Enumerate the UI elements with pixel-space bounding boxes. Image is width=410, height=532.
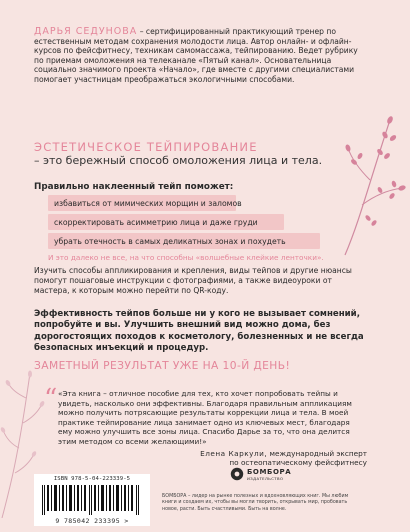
result-tagline: ЗАМЕТНЫЙ РЕЗУЛЬТАТ УЖЕ НА 10-Й ДЕНЬ! [34, 359, 291, 372]
testimonial-quote [44, 384, 356, 446]
quote-text: «Эта книга – отличное пособие для тех, кто хочет попробовать тейпы и увидеть, насколько они эффективны. Благодаря правильным аппликациям можно получить потрясающие результаты коррекции лица и тела. В моей практике тейпирование лица занимает одно из ключевых мест, благодаря ему можно улучшить все зоны лица. Спасибо Дарье за то, что она делится этим методом со всеми желающими!» [58, 389, 352, 446]
benefits-more-note: И это далеко не все, на что способны «волшебные клейкие ленточки». [48, 253, 324, 262]
benefit-item [48, 195, 242, 211]
branch-illustration-top-right [330, 110, 410, 260]
benefit-text: скорректировать асимметрию лица и даже груди [54, 217, 258, 227]
benefit-item [48, 214, 258, 230]
benefit-text: избавиться от мимических морщин и заломов [54, 198, 242, 208]
benefits-title: Правильно наклеенный тейп поможет: [34, 182, 234, 192]
quote-signature [200, 449, 367, 467]
author-bio-text: – сертифицированный практикующий тренер по естественным методам сохранения молодости лица. Автор онлайн- и офлайн-курсов по фейсфитнесу, техникам самомассажа, тейпированию. Ведет рубрику по приемам омоложения на телеканале «Пятый канал». Основательница социально значимого проекта «Начало», где вместе с другими специалистами помогает участницам преображаться экологичными способами. [34, 27, 358, 84]
publisher-logo [230, 467, 291, 481]
quote-author-role-line2: по остеопатическому фейсфитнесу [229, 458, 367, 467]
barcode-digits: 9 785042 233395 > [55, 517, 129, 525]
quote-author-name: Елена Каркули, [200, 449, 268, 458]
learn-paragraph: Изучить способы аппликирования и крепления, виды тейпов и другие нюансы помогут пошаговые инструкции с фотографиями, а также видеоуроки от мастера, к которым можно перейти по QR-коду. [34, 266, 352, 295]
barcode-bars [42, 485, 142, 515]
quote-author-role: международный эксперт [267, 449, 367, 458]
publisher-description: БОМБОРА – лидер на рынке полезных и вдохновляющих книг. Мы любим книги и создаем их, чтобы вы могли творить, открывать мир, пробовать новое, расти. Быть счастливыми. Быть на волне. [162, 494, 349, 512]
publisher-name: БОМБОРА [247, 467, 292, 476]
headline-subtitle: – это бережный способ омоложения лица и тела. [34, 154, 323, 167]
isbn-text: ISBN 978-5-04-223339-5 [53, 476, 131, 482]
effectiveness-paragraph: Эффективность тейпов больше ни у кого не вызывает сомнений, попробуйте и вы. Улучшить внешний вид можно дома, без дорогостоящих походов к косметологу, болезненных и не всегда безопасных инъекций и процедур. [34, 309, 364, 353]
headline [34, 141, 364, 168]
headline-title: ЭСТЕТИЧЕСКОЕ ТЕЙПИРОВАНИЕ [34, 140, 258, 154]
quote-mark-icon: “ [44, 384, 58, 414]
barcode [34, 474, 150, 526]
publisher-subtitle: ИЗДАТЕЛЬСТВО [247, 475, 284, 481]
bombora-logo-icon [230, 467, 244, 481]
author-bio [34, 27, 364, 85]
author-name: ДАРЬЯ СЕДУНОВА [34, 26, 138, 37]
benefit-item [48, 233, 286, 249]
benefit-text: убрать отечность в самых деликатных зонах и похудеть [54, 236, 286, 246]
